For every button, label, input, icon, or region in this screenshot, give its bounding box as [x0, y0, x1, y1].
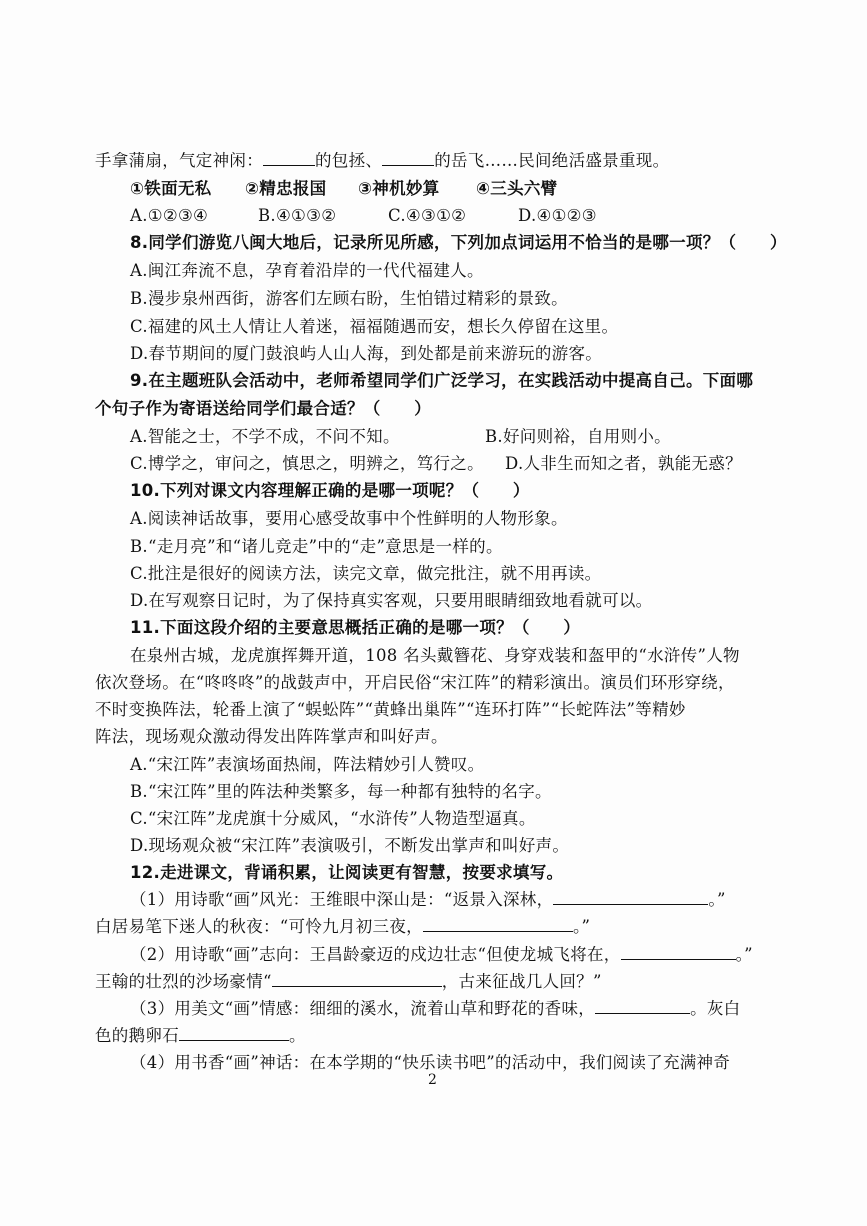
q7-option[interactable]: B.④①③② [258, 206, 337, 225]
blank-field[interactable] [553, 890, 708, 905]
q11-stem: 11.下面这段介绍的主要意思概括正确的是哪一项？（ ） [130, 618, 581, 637]
blank-field[interactable] [423, 917, 573, 932]
q12-text: （3）用美文“画”情感：细细的溪水，流着山草和野花的香味， [130, 999, 596, 1018]
blank-field[interactable] [382, 151, 434, 166]
q9-option[interactable]: C.博学之，审问之，慎思之，明辨之，笃行之。 [130, 454, 484, 473]
q12-text: 。” [572, 917, 591, 936]
q11-option[interactable]: D.现场观众被“宋江阵”表演吸引，不断发出掌声和叫好声。 [130, 836, 570, 855]
q12-text: 王翰的壮烈的沙场豪情“ [95, 972, 272, 991]
q7-item: ③神机妙算 [358, 179, 440, 198]
q8-option[interactable]: C.福建的风土人情让人着迷，福福随遇而安，想长久停留在这里。 [130, 317, 619, 336]
q11-option[interactable]: A.“宋江阵”表演场面热闹，阵法精妙引人赞叹。 [130, 755, 485, 774]
q8-option[interactable]: D.春节期间的厦门鼓浪屿人山人海，到处都是前来游玩的游客。 [130, 344, 603, 363]
q7-items [130, 178, 557, 200]
q9-option[interactable]: B.好问则裕，自用则小。 [485, 427, 671, 446]
q12-text: 。” [708, 890, 726, 909]
q9-options-row-1 [130, 426, 671, 448]
q7-options [130, 205, 597, 227]
q9-option[interactable]: A.智能之士，不学不成，不问不知。 [130, 427, 400, 446]
q12-text: 色的鹅卵石 [95, 1026, 179, 1045]
q9-stem-2: 个句子作为寄语送给同学们最合适？（ ） [95, 399, 431, 418]
q12-part-1-cont [95, 916, 590, 938]
q12-stem: 12.走进课文，背诵积累，让阅读更有智慧，按要求填写。 [130, 863, 564, 882]
q7-option[interactable]: D.④①②③ [518, 206, 597, 225]
q12-part-3 [130, 998, 740, 1020]
q7-item: ②精忠报国 [245, 179, 327, 198]
blank-field[interactable] [179, 1026, 289, 1041]
q11-passage-line: 阵法，现场观众激动得发出阵阵掌声和叫好声。 [95, 727, 448, 746]
q12-text: （1）用诗歌“画”风光：王维眼中深山是：“返景入深林， [130, 890, 554, 909]
page-number: 2 [428, 1072, 437, 1088]
q12-part-3-cont [95, 1025, 306, 1047]
q12-part-2-cont [95, 971, 602, 993]
q8-option[interactable]: A.闽江奔流不息，孕育着沿岸的一代代福建人。 [130, 261, 484, 280]
q9-options-row-2 [130, 453, 742, 475]
q7-option[interactable]: C.④③①② [388, 206, 467, 225]
q11-option[interactable]: C.“宋江阵”龙虎旗十分威风，“水浒传”人物造型逼真。 [130, 809, 536, 828]
q8-stem: 8.同学们游览八闽大地后，记录所见所感，下列加点词运用不恰当的是哪一项？（ ） [130, 233, 787, 252]
q10-option[interactable]: B.“走月亮”和“诸儿竞走”中的“走”意思是一样的。 [130, 537, 503, 556]
q8-option[interactable]: B.漫步泉州西街，游客们左顾右盼，生怕错过精彩的景致。 [130, 289, 568, 308]
q10-stem: 10.下列对课文内容理解正确的是哪一项呢？（ ） [130, 481, 530, 500]
q12-text: （2）用诗歌“画”志向：王昌龄豪迈的戍边壮志“但使龙城飞将在， [130, 945, 621, 964]
q12-text: 。” [735, 945, 753, 964]
q11-passage-line: 在泉州古城，龙虎旗挥舞开道，108 名头戴簪花、身穿戏装和盔甲的“水浒传”人物 [130, 646, 740, 665]
q11-option[interactable]: B.“宋江阵”里的阵法种类繁多，每一种都有独特的名字。 [130, 782, 552, 801]
q12-part-1 [130, 889, 726, 911]
q9-option[interactable]: D.人非生而知之者，孰能无惑？ [505, 454, 742, 473]
blank-field[interactable] [272, 972, 442, 987]
q7-line-a: 手拿蒲扇，气定神闲： [95, 151, 263, 170]
blank-field[interactable] [621, 945, 736, 960]
q12-text: 。 [289, 1026, 306, 1045]
q7-item: ①铁面无私 [130, 179, 212, 198]
q11-passage-line: 不时变换阵法，轮番上演了“蜈蚣阵”“黄蜂出巢阵”“连环打阵”“长蛇阵法”等精妙 [95, 700, 686, 719]
q7-line-c: 的岳飞……民间绝活盛景重现。 [434, 151, 670, 170]
q7-text-line [95, 150, 669, 172]
blank-field[interactable] [263, 151, 315, 166]
q9-stem-1: 9.在主题班队会活动中，老师希望同学们广泛学习，在实践活动中提高自己。下面哪 [130, 371, 754, 390]
q12-text: 。灰白 [690, 999, 741, 1018]
q10-option[interactable]: A.阅读神话故事，要用心感受故事中个性鲜明的人物形象。 [130, 509, 568, 528]
q12-text: ，古来征战几人回？” [441, 972, 602, 991]
q12-part-2 [130, 944, 753, 966]
q7-item: ④三头六臂 [476, 179, 558, 198]
q7-line-b: 的包拯、 [315, 151, 383, 170]
q12-text: 白居易笔下迷人的秋夜：“可怜九月初三夜， [95, 917, 423, 936]
q7-option[interactable]: A.①②③④ [130, 206, 209, 225]
q11-passage-line: 依次登场。在“咚咚咚”的战鼓声中，开启民俗“宋江阵”的精彩演出。演员们环形穿绕， [95, 673, 735, 692]
q10-option[interactable]: D.在写观察日记时，为了保持真实客观，只要用眼睛细致地看就可以。 [130, 591, 653, 610]
q10-option[interactable]: C.批注是很好的阅读方法，读完文章，做完批注，就不用再读。 [130, 564, 602, 583]
q12-part-4: （4）用书香“画”神话：在本学期的“快乐读书吧”的活动中，我们阅读了充满神奇 [130, 1053, 731, 1072]
blank-field[interactable] [595, 999, 690, 1014]
